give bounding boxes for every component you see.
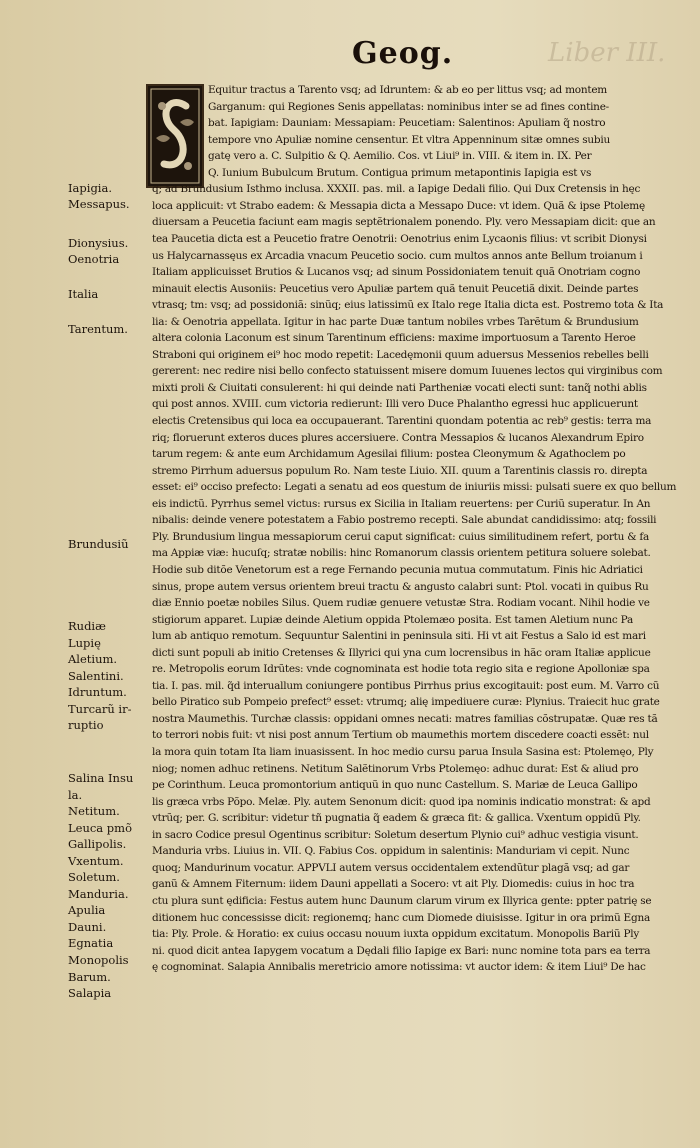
text-line: stremo Pirrhum aduersus populum Ro. Nam teste Liuio. XII. quum a Tarentinis classis ro. direpta xyxy=(152,464,648,477)
page-header xyxy=(0,32,700,72)
text-line: diuersam a Peucetia faciunt eam magis septẽtrionalem ponendo. Ply. vero Messapiam dicit: que an xyxy=(152,216,656,229)
text-line: mixti proli & Ciuitati consulerent: hi qui deinde nati Partheniæ vocati electi sunt: tanq̃ nothi ablis xyxy=(152,381,647,394)
text-line: ę cognominat. Salapia Annibalis meretricio amore notissima: vt auctor idem: & item Liui⁹ De hac xyxy=(152,961,646,974)
text-line: tempore vno Apuliæ nomine censentur. Et vltra Appenninum sitæ omnes subiu xyxy=(208,133,610,146)
text-line: in sacro Codice presul Ogentinus scribitur: Soletum desertum Plynio cui⁹ adhuc vestigia visunt. xyxy=(152,828,639,841)
text-line: nibalis: deinde venere potestatem a Fabio postremo recepti. Sale abundat candidissimo: atq; fossili xyxy=(152,514,657,527)
text-line: bat. Iapigiam: Dauniam: Messapiam: Peucetiam: Salentinos: Apuliam q̃ nostro xyxy=(208,117,606,130)
margin-note: Tarentum. xyxy=(68,322,128,336)
margin-note: Italia xyxy=(68,287,99,301)
text-line: niog; nomen adhuc retinens. Netitum Salẽtinorum Vrbs Ptolemęo: adhuc durat: Est & aliud pro xyxy=(152,762,639,775)
text-line: Garganum: qui Regiones Senis appellatas: nominibus inter se ad fines contine- xyxy=(208,100,609,113)
text-line: q; ad Brundusium Isthmo inclusa. XXXII. pas. mil. a Iapige Dedali filio. Qui Dux Cretensis in hęc xyxy=(152,183,641,196)
text-line: altera colonia Laconum est sinum Tarentinum efficiens: maxime importuosum a Tarento Heroe xyxy=(152,332,636,345)
text-line: eis indictũ. Pyrrhus semel victus: rursus ex Sicilia in Italiam reuertens: per Curiũ superatur. In An xyxy=(152,497,651,510)
text-line: riq; floruerunt exteros duces plures accersiuere. Contra Messapios & lucanos Alexandrum Epiro xyxy=(152,431,644,444)
text-line: ma Appiæ viæ: hucuſq; stratæ nobilis: hinc Romanorum classis orientem petitura soluere solebat. xyxy=(152,547,651,560)
bleed-through-heading: Liber III. xyxy=(548,38,666,68)
text-line: to terrori nobis fuit: vt nisi post annum Tertium ob maumethis mortem discedere coacti essẽt: nul xyxy=(152,729,649,742)
text-line: tia. I. pas. mil. q̃d interuallum coniungere pontibus Pirrhus prius excogitauit: post eum. M. Varro cũ xyxy=(152,679,660,692)
text-line: qui post annos. XVIII. cum victoria redierunt: Illi vero Duce Phalantho egressi huc applicuerunt xyxy=(152,398,638,411)
text-line: quoq; Mandurinum vocatur. APPVLI autem versus occidentalem extendũtur plagã vsq; ad gar xyxy=(152,861,630,874)
text-line: lia: & Oenotria appellata. Igitur in hac parte Duæ tantum nobiles vrbes Tarẽtum & Brundusium xyxy=(152,315,639,328)
text-line: esset: ei⁹ occiso prefecto: Legati a senatu ad eos questum de iniuriis missi: pulsati suere ex quo bellum xyxy=(152,481,677,494)
text-line: vtrũq; per. G. scribitur: videtur tñ pugnatia q̃ eadem & græca fit: & gallica. Vxentum oppidũ Ply. xyxy=(152,812,641,825)
text-line: ni. quod dicit antea Iapygem vocatum a Dędali filio Iapige ex Bari: nunc nomine tota pars ea terra xyxy=(152,944,651,957)
text-line: ctu plura sunt ędificia: Festus autem hunc Daunum clarum virum ex Illyrica gente: ppter patrię se xyxy=(152,894,652,907)
text-line: la mora quin totam Ita liam inuasissent. In hoc medio cursu parua Insula Sasina est: Ptolemęo, Ply xyxy=(152,746,654,758)
text-line: Italiam applicuisset Brutios & Lucanos vsq; ad sinum Possidoniatem tenuit quã Onotriam cogno xyxy=(152,266,641,279)
text-line: lum ab antiquo remotum. Sequuntur Salentini in peninsula siti. Hi vt ait Festus a Salo id est mari xyxy=(152,630,646,643)
text-line: tea Paucetia dicta est a Peucetio fratre Oenotrii: Oenotrius enim Lycaonis filius: vt scribit Dionysi xyxy=(152,232,647,245)
text-line: Ply. Brundusium lingua messapiorum cerui caput significat: cuius similitudinem refert, portu & fa xyxy=(152,530,650,543)
text-line: bello Piratico sub Pompeio prefect⁹ esset: vtrumq; alię impediuere curæ: Plynius. Traiecit huc grate xyxy=(152,696,660,709)
page-title: Geog. xyxy=(352,36,454,71)
text-line: gererent: nec redire nisi bello confecto statuissent misere domum Iuuenes lectos qui virginibus com xyxy=(152,365,663,378)
text-line: minauit electis Ausoniis: Peucetius vero Apuliæ partem quã tenuit Peucetiã dixit. Deinde partes xyxy=(152,282,639,295)
text-line: ditionem huc concessisse dicit: regionemq; hanc cum Diomede diuisisse. Igitur in ora primũ Egna xyxy=(152,911,650,924)
text-line: Hodie sub ditõe Venetorum est a rege Fernando pecunia mutua commutatum. Finis hic Adriatici xyxy=(152,563,643,576)
text-line: Equitur tractus a Tarento vsq; ad Idruntem: & ab eo per littus vsq; ad montem xyxy=(208,84,607,96)
margin-note: Rudiæ Lupię Aletium. Salentini. Idruntum. Turcarũ ir- ruptio xyxy=(68,619,132,732)
margin-note: Brundusiũ xyxy=(68,537,129,551)
margin-notes xyxy=(68,180,142,1040)
text-line: gatę vero a. C. Sulpitio & Q. Aemilio. Cos. vt Liui⁹ in. VIII. & item in. IX. Per xyxy=(208,150,592,163)
main-text-block xyxy=(152,84,682,1034)
text-line: loca applicuit: vt Strabo eadem: & Messapia dicta a Messapo Duce: vt idem. Quã & ipse Ptolemę xyxy=(152,199,645,212)
text-line: Manduria vrbs. Liuius in. VII. Q. Fabius Cos. oppidum in salentinis: Manduriam vi cepit. Nunc xyxy=(152,845,630,858)
text-line: vtrasq; tm: vsq; ad possidoniã: sinũq; eius latissimũ ex Italo rege Italia dicta est. Postremo tota & Ita xyxy=(152,299,664,312)
margin-note: Dionysius. Oenotria xyxy=(68,236,129,266)
text-line: stigiorum apparet. Lupiæ deinde Aletium oppida Ptolemæo posita. Est tamen Aletium nunc Pa xyxy=(152,613,633,626)
text-line: electis Cretensibus qui loca ea occupauerant. Tarentini quondam potentia ac reb⁹ gestis: terra ma xyxy=(152,415,652,427)
text-line: re. Metropolis eorum Idrũtes: vnde cognominata est hodie tota regio sita e regione Apolloniæ spa xyxy=(152,663,650,676)
margin-note: Salina Insu la. Netitum. Leuca pmõ Gallipolis. Vxentum. Soletum. Manduria. Apulia Dauni. Egnatia Monopolis Barum. Salapia xyxy=(68,771,134,1001)
margin-note: Iapigia. Messapus. xyxy=(68,181,130,211)
text-line: lis græca vrbs Põpo. Melæ. Ply. autem Senonum dicit: quod ipa nominis indicatio monstrat: & apd xyxy=(152,795,651,808)
text-line: Q. Iunium Bubulcum Brutum. Contigua primum metapontinis Iapigia est vs xyxy=(208,166,592,179)
text-line: dicti sunt populi ab initio Cretenses & Illyrici qui yna cum locrensibus in hãc oram Italiæ applicue xyxy=(152,646,651,659)
text-line: tia: Ply. Prole. & Horatio: ex cuius occasu nouum iuxta oppidum excitatum. Monopolis Bariũ Ply xyxy=(152,928,640,941)
text-line: diæ Ennio poetæ nobiles Silus. Quem rudiæ genuere vetustæ Stra. Rodiam vocant. Nihil hodie ve xyxy=(152,597,650,610)
text-line: nostra Maumethis. Turchæ classis: oppidani omnes necati: matres familias cõstrupatæ. Quæ res tã xyxy=(152,712,658,725)
text-line: pe Corinthum. Leuca promontorium antiquũ in quo nunc Castellum. S. Mariæ de Leuca Gallipo xyxy=(152,779,638,792)
text-line: us Halycarnassęus ex Arcadia vnacum Peucetio socio. cum multos annos ante Bellum troianum i xyxy=(152,249,643,262)
text-line: ganũ & Amnem Fiternum: iidem Dauni appellati a Socero: vt ait Ply. Diomedis: cuius in hoc tra xyxy=(152,878,635,891)
text-line: tarum regem: & ante eum Archidamum Agesilai filium: postea Cleonymum & Agathoclem po xyxy=(152,448,626,461)
text-line: Straboni qui originem ei⁹ hoc modo repetit: Lacedęmonii quum aduersus Messenios rebelles belli xyxy=(152,348,649,361)
text-line: sinus, prope autem versus orientem breui tractu & angusto calabri sunt: Ptol. vocati in quibus Ru xyxy=(152,580,649,593)
